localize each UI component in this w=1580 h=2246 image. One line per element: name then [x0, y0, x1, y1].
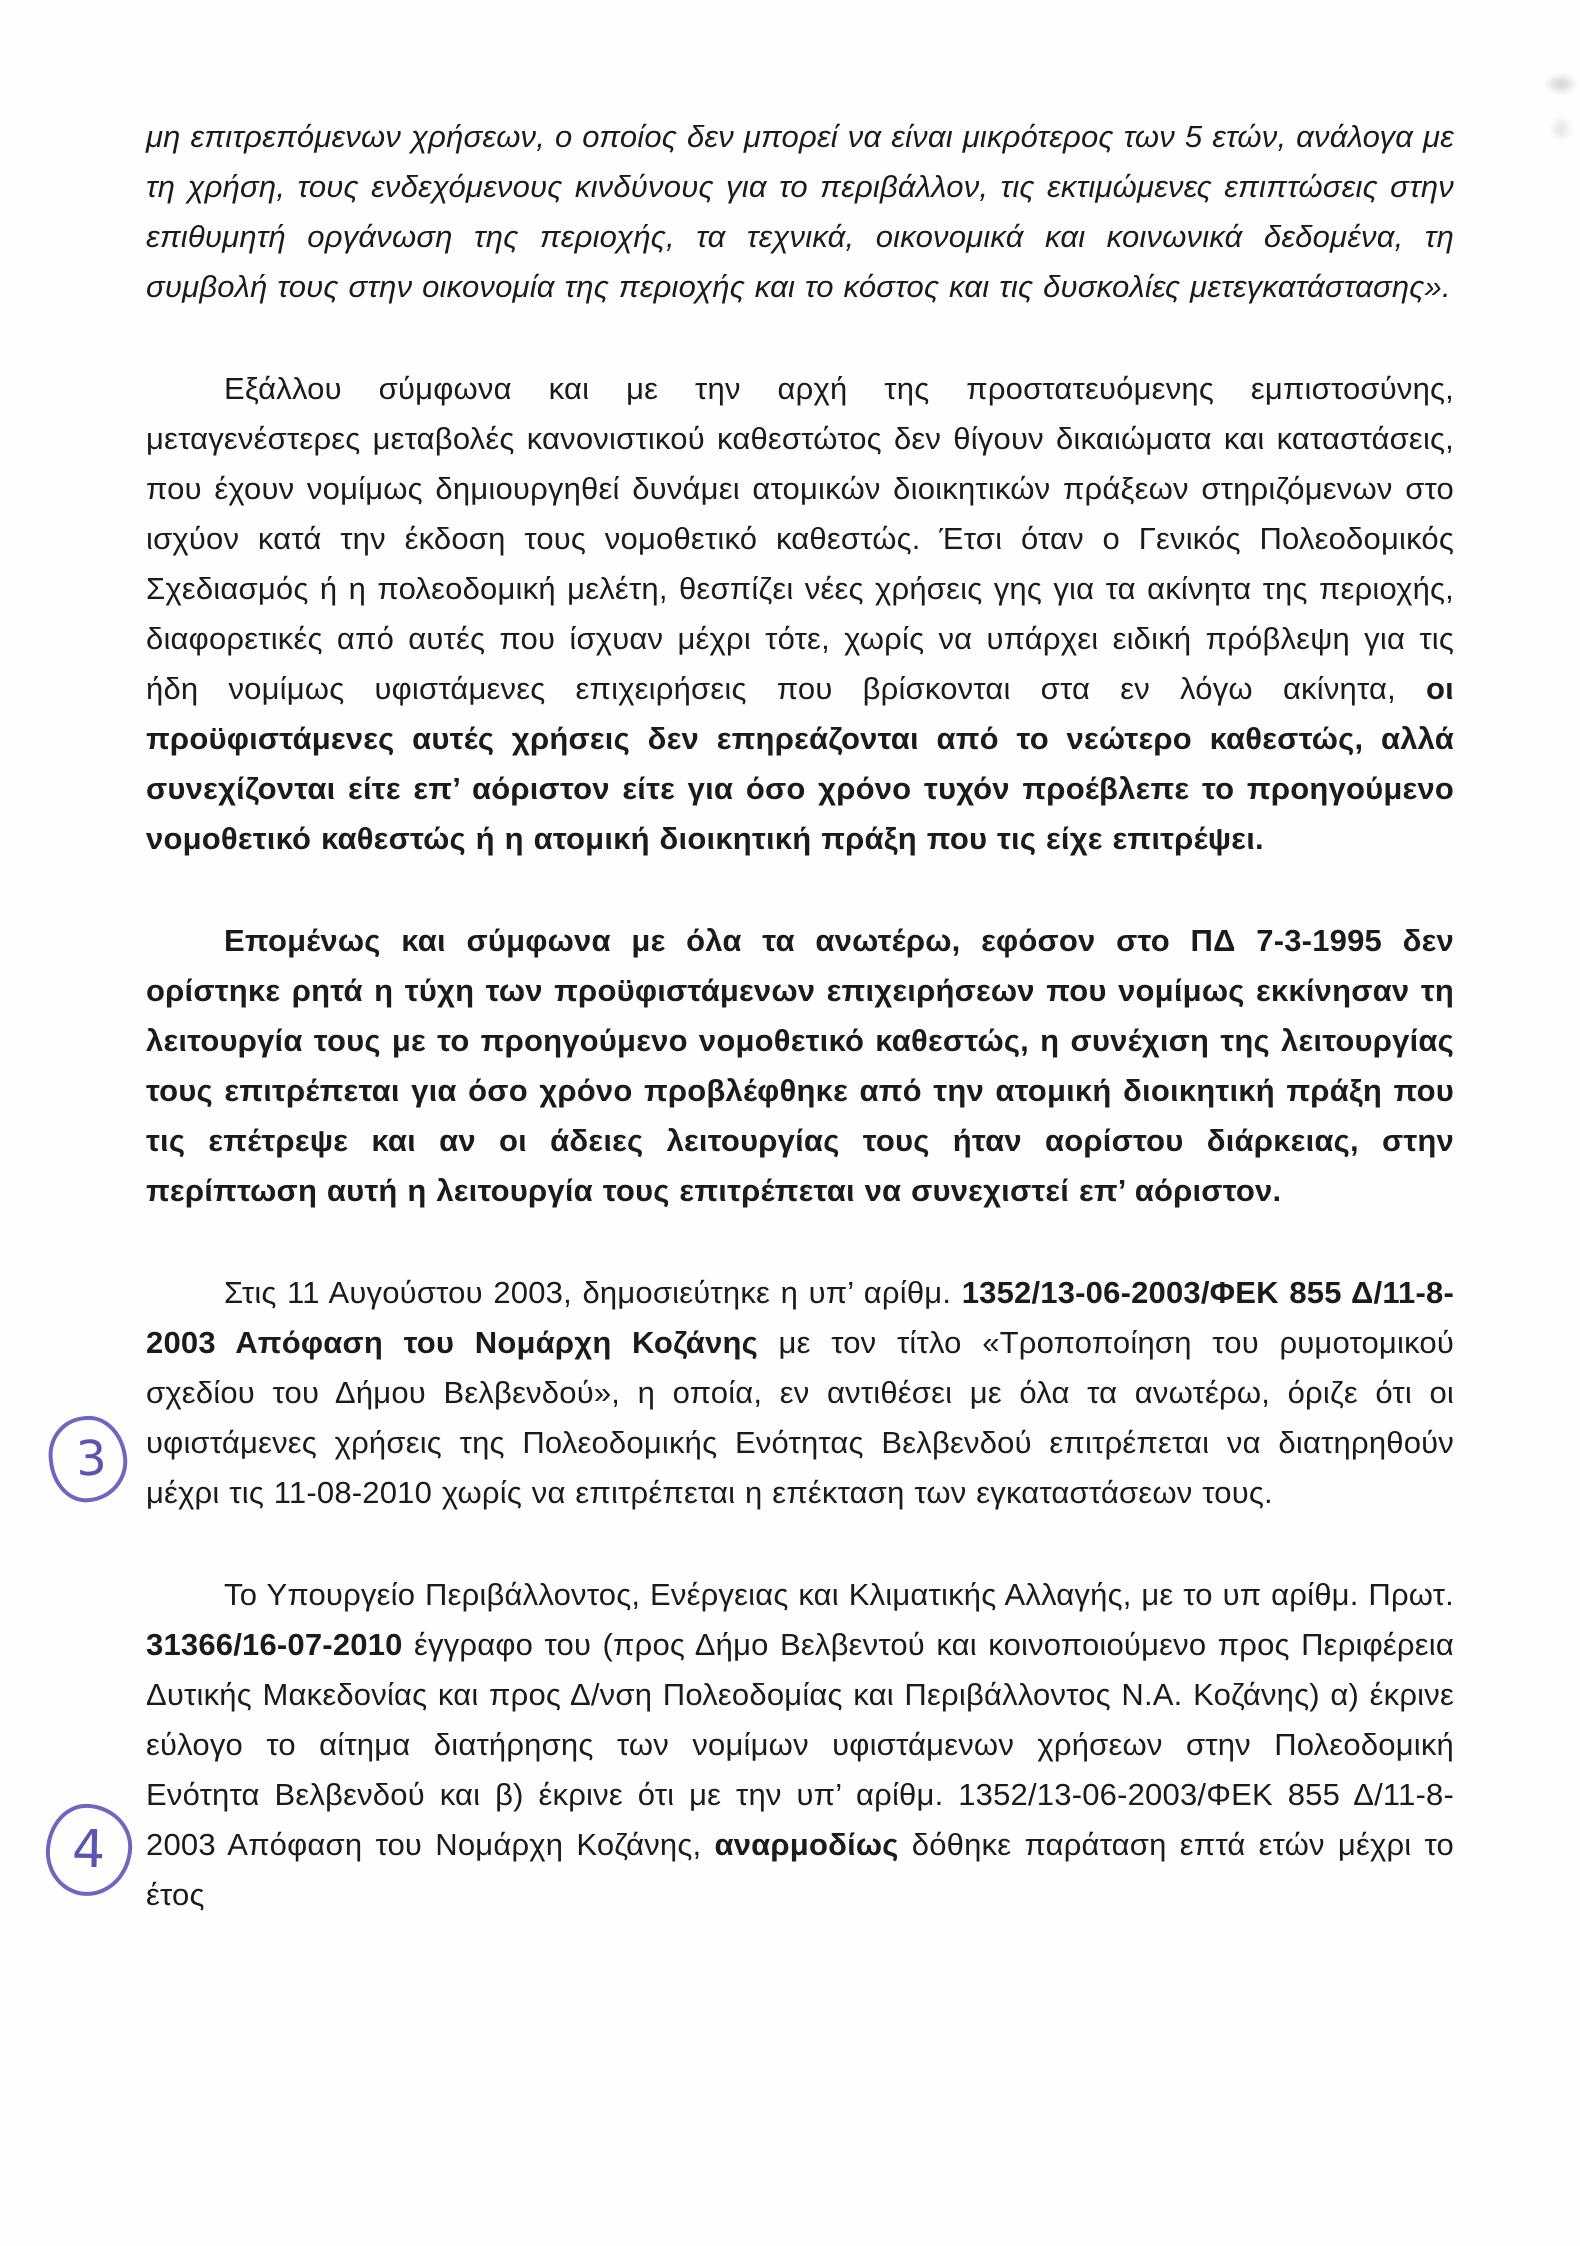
paragraph-quote-continuation [146, 112, 1454, 312]
paragraph-text: δόθηκε παράταση επτά ετών μέχρι το έτος [146, 1827, 1454, 1912]
paragraph-text-bold: 1352/13-06-2003/ΦΕΚ 855 Δ/11-8-2003 Απόφαση του Νομάρχη Κοζάνης [146, 1275, 1454, 1360]
paragraph-conclusion-pd-1995 [146, 916, 1454, 1216]
paragraph-text-bold: αναρμοδίως [714, 1827, 899, 1862]
paragraph-text-bold: οι προϋφιστάμενες αυτές χρήσεις δεν επηρεάζονται από το νεώτερο καθεστώς, αλλά συνεχίζονται είτε επ’ αόριστον είτε για όσο χρόνο τυχόν προέβλεπε το προηγούμενο νομοθετικό καθεστώς ή η ατομική διοικητική πράξη που τις είχε επιτρέψει. [146, 671, 1454, 856]
margin-number-label: 3 [74, 1430, 108, 1488]
paragraph-text: Το Υπουργείο Περιβάλλοντος, Ενέργειας και Κλιματικής Αλλαγής, με το υπ αρίθμ. Πρωτ. [224, 1577, 1454, 1612]
paragraph-text-bold: 31366/16-07-2010 [146, 1627, 403, 1662]
handwritten-circled-number-4 [44, 1802, 135, 1898]
paragraph-text: έγγραφο του (προς Δήμο Βελβεντού και κοινοποιούμενο προς Περιφέρεια Δυτικής Μακεδονίας και προς Δ/νση Πολεοδομίας και Περιβάλλοντος Ν.Α. Κοζάνης) α) έκρινε εύλογο το αίτημα διατήρησης των νομίμων υφιστάμενων χρήσεων στην Πολεοδομική Ενότητα Βελβενδού και β) έκρινε ότι με την υπ’ αρίθμ. 1352/13-06-2003/ΦΕΚ 855 Δ/11-8-2003 Απόφαση του Νομάρχη Κοζάνης, [146, 1627, 1454, 1862]
document-body [146, 112, 1454, 1920]
paragraph-text: μη επιτρεπόμενων χρήσεων, ο οποίος δεν μπορεί να είναι μικρότερος των 5 ετών, ανάλογα με τη χρήση, τους ενδεχόμενους κινδύνους για το περιβάλλον, τις εκτιμώμενες επιπτώσεις στην επιθυμητή οργάνωση της περιοχής, τα τεχνικά, οικονομικά και κοινωνικά δεδομένα, τη συμβολή τους στην οικονομία της περιοχής και το κόστος και τις δυσκολίες μετεγκατάστασης». [146, 119, 1454, 304]
paragraph-text: Εξάλλου σύμφωνα και με την αρχή της προστατευόμενης εμπιστοσύνης, μεταγενέστερες μεταβολές κανονιστικού καθεστώτος δεν θίγουν δικαιώματα και καταστάσεις, που έχουν νομίμως δημιουργηθεί δυνάμει ατομικών διοικητικών πράξεων στηριζόμενων στο ισχύον κατά την έκδοση τους νομοθετικό καθεστώς. Έτσι όταν ο Γενικός Πολεοδομικός Σχεδιασμός ή η πολεοδομική μελέτη, θεσπίζει νέες χρήσεις γης για τα ακίνητα της περιοχής, διαφορετικές από αυτές που ίσχυαν μέχρι τότε, χωρίς να υπάρχει ειδική πρόβλεψη για τις ήδη νομίμως υφιστάμενες επιχειρήσεις που βρίσκονται στα εν λόγω ακίνητα, [146, 371, 1454, 706]
paragraph-text: Στις 11 Αυγούστου 2003, δημοσιεύτηκε η υπ’ αρίθμ. [224, 1275, 962, 1310]
scan-artifact-smudge [1544, 74, 1578, 94]
paragraph-ministry-document-2010 [146, 1570, 1454, 1920]
paragraph-protected-trust [146, 364, 1454, 864]
handwritten-circled-number-3 [45, 1412, 132, 1506]
margin-number-label: 4 [71, 1819, 107, 1881]
scan-artifact-smudge [1550, 116, 1572, 142]
paragraph-text-bold: Επομένως και σύμφωνα με όλα τα ανωτέρω, εφόσον στο ΠΔ 7-3-1995 δεν ορίστηκε ρητά η τύχη των προϋφιστάμενων επιχειρήσεων που νομίμως εκκίνησαν τη λειτουργία τους με το προηγούμενο νομοθετικό καθεστώς, η συνέχιση της λειτουργίας τους επιτρέπεται για όσο χρόνο προβλέφθηκε από την ατομική διοικητική πράξη που τις επέτρεψε και αν οι άδειες λειτουργίας τους ήταν αορίστου διάρκειας, στην περίπτωση αυτή η λειτουργία τους επιτρέπεται να συνεχιστεί επ’ αόριστον. [146, 923, 1454, 1208]
paragraph-nomarch-decision-2003 [146, 1268, 1454, 1518]
paragraph-text: με τον τίτλο «Τροποποίηση του ρυμοτομικού σχεδίου του Δήμου Βελβενδού», η οποία, εν αντιθέσει με όλα τα ανωτέρω, όριζε ότι οι υφιστάμενες χρήσεις της Πολεοδομικής Ενότητας Βελβενδού επιτρέπεται να διατηρηθούν μέχρι τις 11-08-2010 χωρίς να επιτρέπεται η επέκταση των εγκαταστάσεων τους. [146, 1325, 1455, 1510]
